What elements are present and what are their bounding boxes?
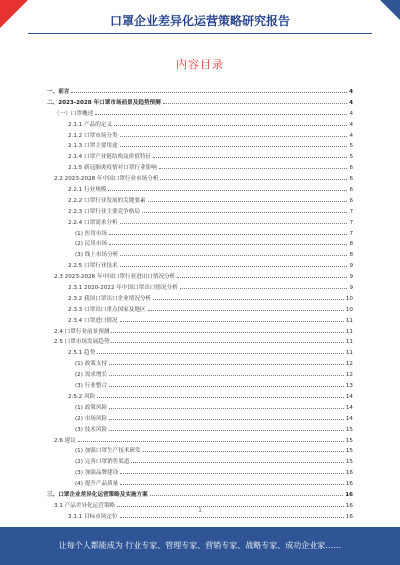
toc-entry-page: 4 — [349, 110, 353, 117]
toc-entry-text: 2.3.1 2020-2022 年中国口罩出口情况分析 — [68, 285, 178, 292]
toc-entry-text: 2.6 建议 — [54, 437, 76, 444]
toc-entry-text: 2.2 2023-2028 年中国口罩行业市场分析 — [54, 176, 159, 183]
toc-entry-page: 15 — [345, 448, 353, 455]
toc-entry-page: 13 — [345, 383, 353, 390]
toc-dot-leader — [109, 369, 344, 376]
toc-entry-page: 11 — [345, 328, 353, 335]
toc-dot-leader — [108, 184, 347, 191]
toc-entry[interactable] — [47, 445, 353, 456]
page-footer — [0, 527, 400, 565]
toc-entry[interactable] — [47, 184, 353, 195]
toc-entry[interactable] — [47, 391, 353, 402]
toc-entry-text: 2.2.1 行业规模 — [68, 187, 107, 194]
toc-entry[interactable] — [47, 195, 353, 206]
toc-dot-leader — [131, 456, 343, 463]
toc-entry-text: 2.2.5 口罩行业技术 — [68, 263, 118, 270]
toc-entry-page: 7 — [349, 230, 353, 237]
toc-entry-page: 7 — [349, 219, 353, 226]
footer-slogan: 让每个人都能成为 行业专家、管理专家、营销专家、战略专家、成功企业家…… — [58, 541, 342, 550]
toc-entry[interactable] — [47, 282, 353, 293]
toc-entry-page: 11 — [345, 350, 353, 357]
table-of-contents — [47, 86, 353, 522]
toc-dot-leader — [97, 347, 344, 354]
toc-entry[interactable] — [47, 119, 353, 130]
toc-entry[interactable] — [47, 315, 353, 326]
toc-entry-text: (1) 政策支持 — [75, 361, 108, 368]
toc-entry[interactable] — [47, 456, 353, 467]
toc-entry[interactable] — [47, 293, 353, 304]
toc-entry-page: 7 — [349, 208, 353, 215]
toc-entry[interactable] — [47, 260, 353, 271]
toc-entry-text: (4) 提升产品质量 — [75, 481, 119, 488]
toc-entry-text: 2.3 2023-2028 年中国口罩行业进出口情况分析 — [54, 274, 176, 281]
toc-entry-page: 16 — [345, 481, 353, 488]
toc-dot-leader — [109, 380, 344, 387]
toc-entry-page: 12 — [345, 361, 353, 368]
toc-dot-leader — [177, 271, 347, 278]
toc-entry[interactable] — [47, 206, 353, 217]
toc-entry-page: 6 — [349, 197, 353, 204]
toc-entry-text: 3.1.1 目标市场定位 — [68, 513, 118, 520]
toc-entry-page: 16 — [345, 502, 353, 509]
toc-dot-leader — [150, 489, 344, 496]
page-number: 1 — [198, 507, 202, 514]
toc-entry[interactable] — [47, 369, 353, 380]
toc-entry-text: 2.1.2 口罩市场分类 — [68, 132, 118, 139]
toc-dot-leader — [120, 140, 348, 147]
toc-entry[interactable] — [47, 424, 353, 435]
toc-dot-leader — [153, 293, 344, 300]
toc-entry-text: (2) 完善口罩销售渠道 — [75, 459, 130, 466]
toc-entry[interactable] — [47, 271, 353, 282]
header-divider — [28, 33, 372, 34]
toc-entry[interactable] — [47, 467, 353, 478]
report-title: 口罩企业差异化运营策略研究报告 — [109, 14, 290, 28]
toc-title: 内容目录 — [176, 58, 224, 71]
toc-entry-text: (1) 加强口罩生产技术研发 — [75, 448, 141, 455]
toc-entry-page: 10 — [345, 295, 353, 302]
toc-entry[interactable] — [47, 413, 353, 424]
toc-dot-leader — [111, 326, 343, 333]
toc-entry-text: (3) 加强品牌建设 — [75, 470, 119, 477]
toc-entry-text: 2.1.4 口罩产业链结构及价值特征 — [68, 154, 152, 161]
toc-entry-text: 2.3.2 我国口罩出口企业情况分析 — [68, 295, 152, 302]
toc-entry-page: 4 — [349, 121, 353, 128]
toc-entry[interactable] — [47, 380, 353, 391]
toc-entry-page: 15 — [345, 459, 353, 466]
toc-dot-leader — [142, 206, 347, 213]
toc-entry-text: 2.1.1 产品的定义 — [68, 121, 112, 128]
toc-entry-text: 3.1 产品差异化运营策略 — [54, 502, 116, 509]
toc-entry[interactable] — [47, 304, 353, 315]
toc-entry-text: (3) 技术风险 — [75, 426, 108, 433]
toc-entry-page: 8 — [349, 241, 353, 248]
toc-entry-text: 二、2023-2028 年口罩市场前景及趋势预测 — [47, 99, 161, 106]
toc-entry-text: 2.2.3 口罩行业主要竞争格局 — [68, 208, 140, 215]
toc-dot-leader — [120, 467, 344, 474]
toc-entry-text: 2.5.2 风险 — [68, 393, 96, 400]
toc-entry-text: (2) 市场风险 — [75, 415, 108, 422]
toc-entry[interactable] — [47, 402, 353, 413]
toc-entry[interactable] — [47, 140, 353, 151]
toc-entry-text: 2.2.2 口罩行业发展的关键要素 — [68, 197, 146, 204]
toc-entry[interactable] — [47, 435, 353, 446]
toc-entry-text: 三、口罩企业差异化运营策略及实施方案 — [47, 491, 148, 498]
toc-entry-text: 2.3.3 口罩出口重点国家及地区 — [68, 306, 146, 313]
toc-dot-leader — [163, 97, 347, 104]
toc-entry[interactable] — [47, 336, 353, 347]
toc-entry-page: 16 — [345, 470, 353, 477]
toc-entry[interactable] — [47, 478, 353, 489]
toc-dot-leader — [180, 282, 348, 289]
toc-entry-text: (1) 医用市场 — [75, 230, 108, 237]
toc-dot-leader — [109, 402, 344, 409]
toc-entry-page: 16 — [345, 491, 353, 498]
toc-dot-leader — [120, 478, 344, 485]
toc-entry-page: 11 — [345, 317, 353, 324]
toc-entry-page: 5 — [349, 143, 353, 150]
toc-entry[interactable] — [47, 249, 353, 260]
toc-entry-page: 4 — [349, 99, 353, 106]
toc-entry-text: (2) 需求增长 — [75, 372, 108, 379]
toc-dot-leader — [120, 260, 348, 267]
toc-entry-text: 2.4 口罩行业前景预测 — [54, 328, 110, 335]
toc-entry[interactable] — [47, 130, 353, 141]
toc-dot-leader — [109, 228, 347, 235]
page-header — [0, 0, 400, 40]
toc-entry[interactable] — [47, 97, 353, 108]
toc-entry-page: 15 — [345, 437, 353, 444]
toc-dot-leader — [109, 358, 344, 365]
toc-dot-leader — [71, 86, 347, 93]
toc-dot-leader — [109, 238, 347, 245]
toc-entry[interactable] — [47, 86, 353, 97]
toc-entry-page: 8 — [349, 252, 353, 259]
toc-dot-leader — [117, 500, 344, 507]
toc-dot-leader — [159, 162, 348, 169]
toc-dot-leader — [148, 195, 348, 202]
toc-dot-leader — [143, 445, 344, 452]
toc-entry-page: 6 — [349, 187, 353, 194]
toc-entry-page: 11 — [345, 339, 353, 346]
toc-entry-text: （一）口罩概述 — [54, 110, 94, 117]
toc-dot-leader — [78, 435, 344, 442]
toc-entry[interactable] — [47, 217, 353, 228]
toc-dot-leader — [120, 130, 348, 137]
toc-entry-page: 6 — [349, 176, 353, 183]
toc-entry-text: 2.5 口罩市场发展趋势 — [54, 339, 110, 346]
toc-entry[interactable] — [47, 326, 353, 337]
toc-dot-leader — [120, 249, 347, 256]
toc-dot-leader — [114, 119, 347, 126]
toc-entry-page: 15 — [345, 426, 353, 433]
toc-entry-page: 14 — [345, 415, 353, 422]
toc-dot-leader — [120, 315, 344, 322]
toc-dot-leader — [160, 173, 347, 180]
toc-dot-leader — [111, 336, 343, 343]
toc-entry[interactable] — [47, 358, 353, 369]
toc-dot-leader — [97, 391, 344, 398]
toc-dot-leader — [148, 304, 344, 311]
toc-dot-leader — [109, 424, 344, 431]
toc-entry[interactable] — [47, 489, 353, 500]
toc-entry-text: 一、前言 — [47, 89, 70, 95]
toc-entry-page: 4 — [349, 132, 353, 139]
toc-entry-page: 16 — [345, 513, 353, 520]
toc-dot-leader — [153, 151, 347, 158]
toc-entry[interactable] — [47, 151, 353, 162]
toc-entry-page: 10 — [345, 306, 353, 313]
toc-entry-text: (2) 民用市场 — [75, 241, 108, 248]
toc-entry-page: 14 — [345, 393, 353, 400]
toc-entry[interactable] — [47, 238, 353, 249]
toc-entry[interactable] — [47, 228, 353, 239]
toc-entry-text: (3) 线上市场分析 — [75, 252, 119, 259]
toc-entry-page: 5 — [349, 154, 353, 161]
toc-entry[interactable] — [47, 347, 353, 358]
toc-entry[interactable] — [47, 162, 353, 173]
toc-dot-leader — [120, 217, 348, 224]
toc-entry-text: 2.3.4 口罩进口情况 — [68, 317, 118, 324]
toc-entry[interactable] — [47, 108, 353, 119]
toc-dot-leader — [109, 413, 344, 420]
toc-entry-text: 2.1.3 口罩主要用途 — [68, 143, 118, 150]
toc-entry-page: 14 — [345, 404, 353, 411]
toc-entry[interactable] — [47, 173, 353, 184]
toc-entry-text: (3) 行业整合 — [75, 383, 108, 390]
toc-entry-page: 9 — [349, 263, 353, 270]
toc-entry-page: 6 — [349, 165, 353, 172]
toc-entry-page: 4 — [349, 89, 353, 95]
toc-entry-page: 9 — [349, 274, 353, 281]
toc-entry-text: 2.1.5 新冠肺炎疫情对口罩行业影响 — [68, 165, 157, 172]
toc-entry-text: (1) 政策风险 — [75, 404, 108, 411]
toc-dot-leader — [95, 108, 347, 115]
toc-entry-text: 2.2.4 口罩需求分析 — [68, 219, 118, 226]
toc-entry-page: 9 — [349, 285, 353, 292]
toc-entry-page: 12 — [345, 372, 353, 379]
toc-entry-text: 2.5.1 趋势 — [68, 350, 96, 357]
